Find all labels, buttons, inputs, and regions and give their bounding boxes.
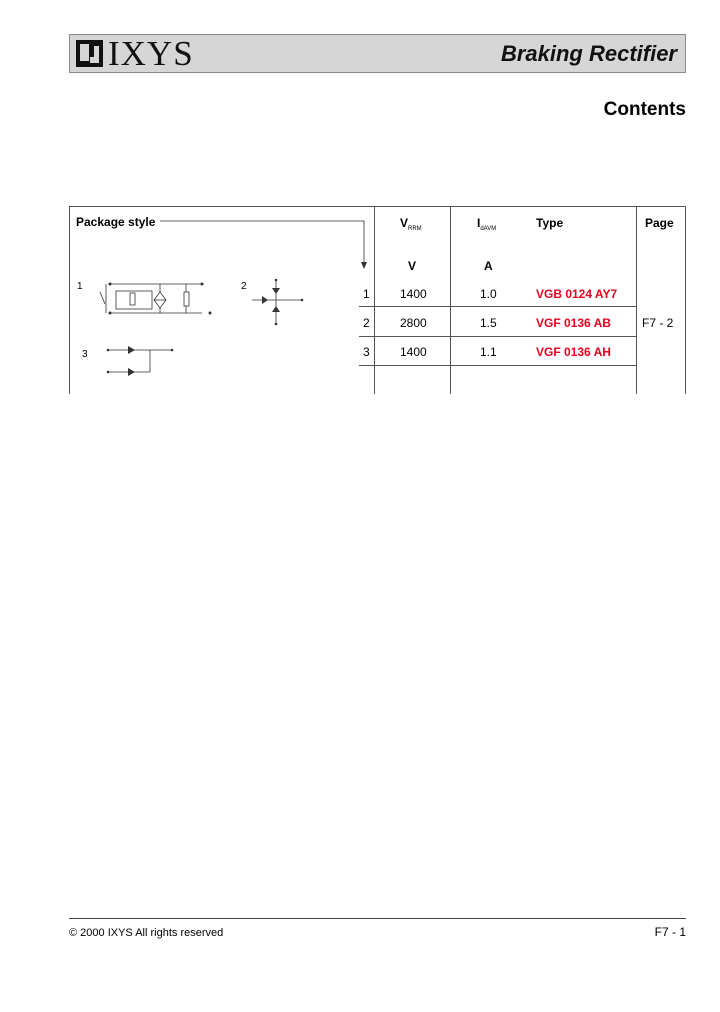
circuit-diagram-3 <box>100 342 190 380</box>
diagram-3-label: 3 <box>82 349 88 360</box>
page-reference[interactable]: F7 - 2 <box>642 316 674 330</box>
row-3-idavm: 1.1 <box>480 345 497 359</box>
row-1-idavm: 1.0 <box>480 287 497 301</box>
idavm-header: $I_{dAVM}$ <box>477 216 497 232</box>
row-2-number: 2 <box>363 316 370 330</box>
row-2-idavm: 1.5 <box>480 316 497 330</box>
row-divider <box>359 365 637 366</box>
row-1-type[interactable]: VGB 0124 AY7 <box>536 287 618 301</box>
row-1-number: 1 <box>363 287 370 301</box>
circuit-diagram-1 <box>92 278 217 322</box>
header-bar <box>69 34 686 73</box>
row-2-type[interactable]: VGF 0136 AB <box>536 316 611 330</box>
package-style-label: Package style <box>76 215 156 229</box>
vrrm-unit: V <box>408 259 417 273</box>
page-number: F7 - 1 <box>654 925 686 939</box>
row-3-type[interactable]: VGF 0136 AH <box>536 345 611 359</box>
vrrm-header: $V_{RRM}$ <box>400 216 422 232</box>
section-title: Contents <box>603 99 686 120</box>
copyright-text: © 2000 IXYS All rights reserved <box>69 927 224 939</box>
circuit-diagram-2 <box>246 278 316 328</box>
page-header: Page <box>645 216 674 230</box>
package-pointer-arrow <box>160 216 375 272</box>
row-divider <box>359 306 637 307</box>
row-1-vrrm: 1400 <box>400 287 427 301</box>
footer-divider <box>69 918 686 919</box>
diagram-2-label: 2 <box>241 281 247 292</box>
row-3-number: 3 <box>363 345 370 359</box>
document-title: Braking Rectifier <box>500 41 677 66</box>
ixys-logo-icon <box>76 40 103 67</box>
brand-name: IXYS <box>108 34 194 73</box>
diagram-1-label: 1 <box>77 281 83 292</box>
row-divider <box>359 336 637 337</box>
row-3-vrrm: 1400 <box>400 345 427 359</box>
row-2-vrrm: 2800 <box>400 316 427 330</box>
idavm-unit: A <box>484 259 493 273</box>
type-header: Type <box>536 216 564 230</box>
